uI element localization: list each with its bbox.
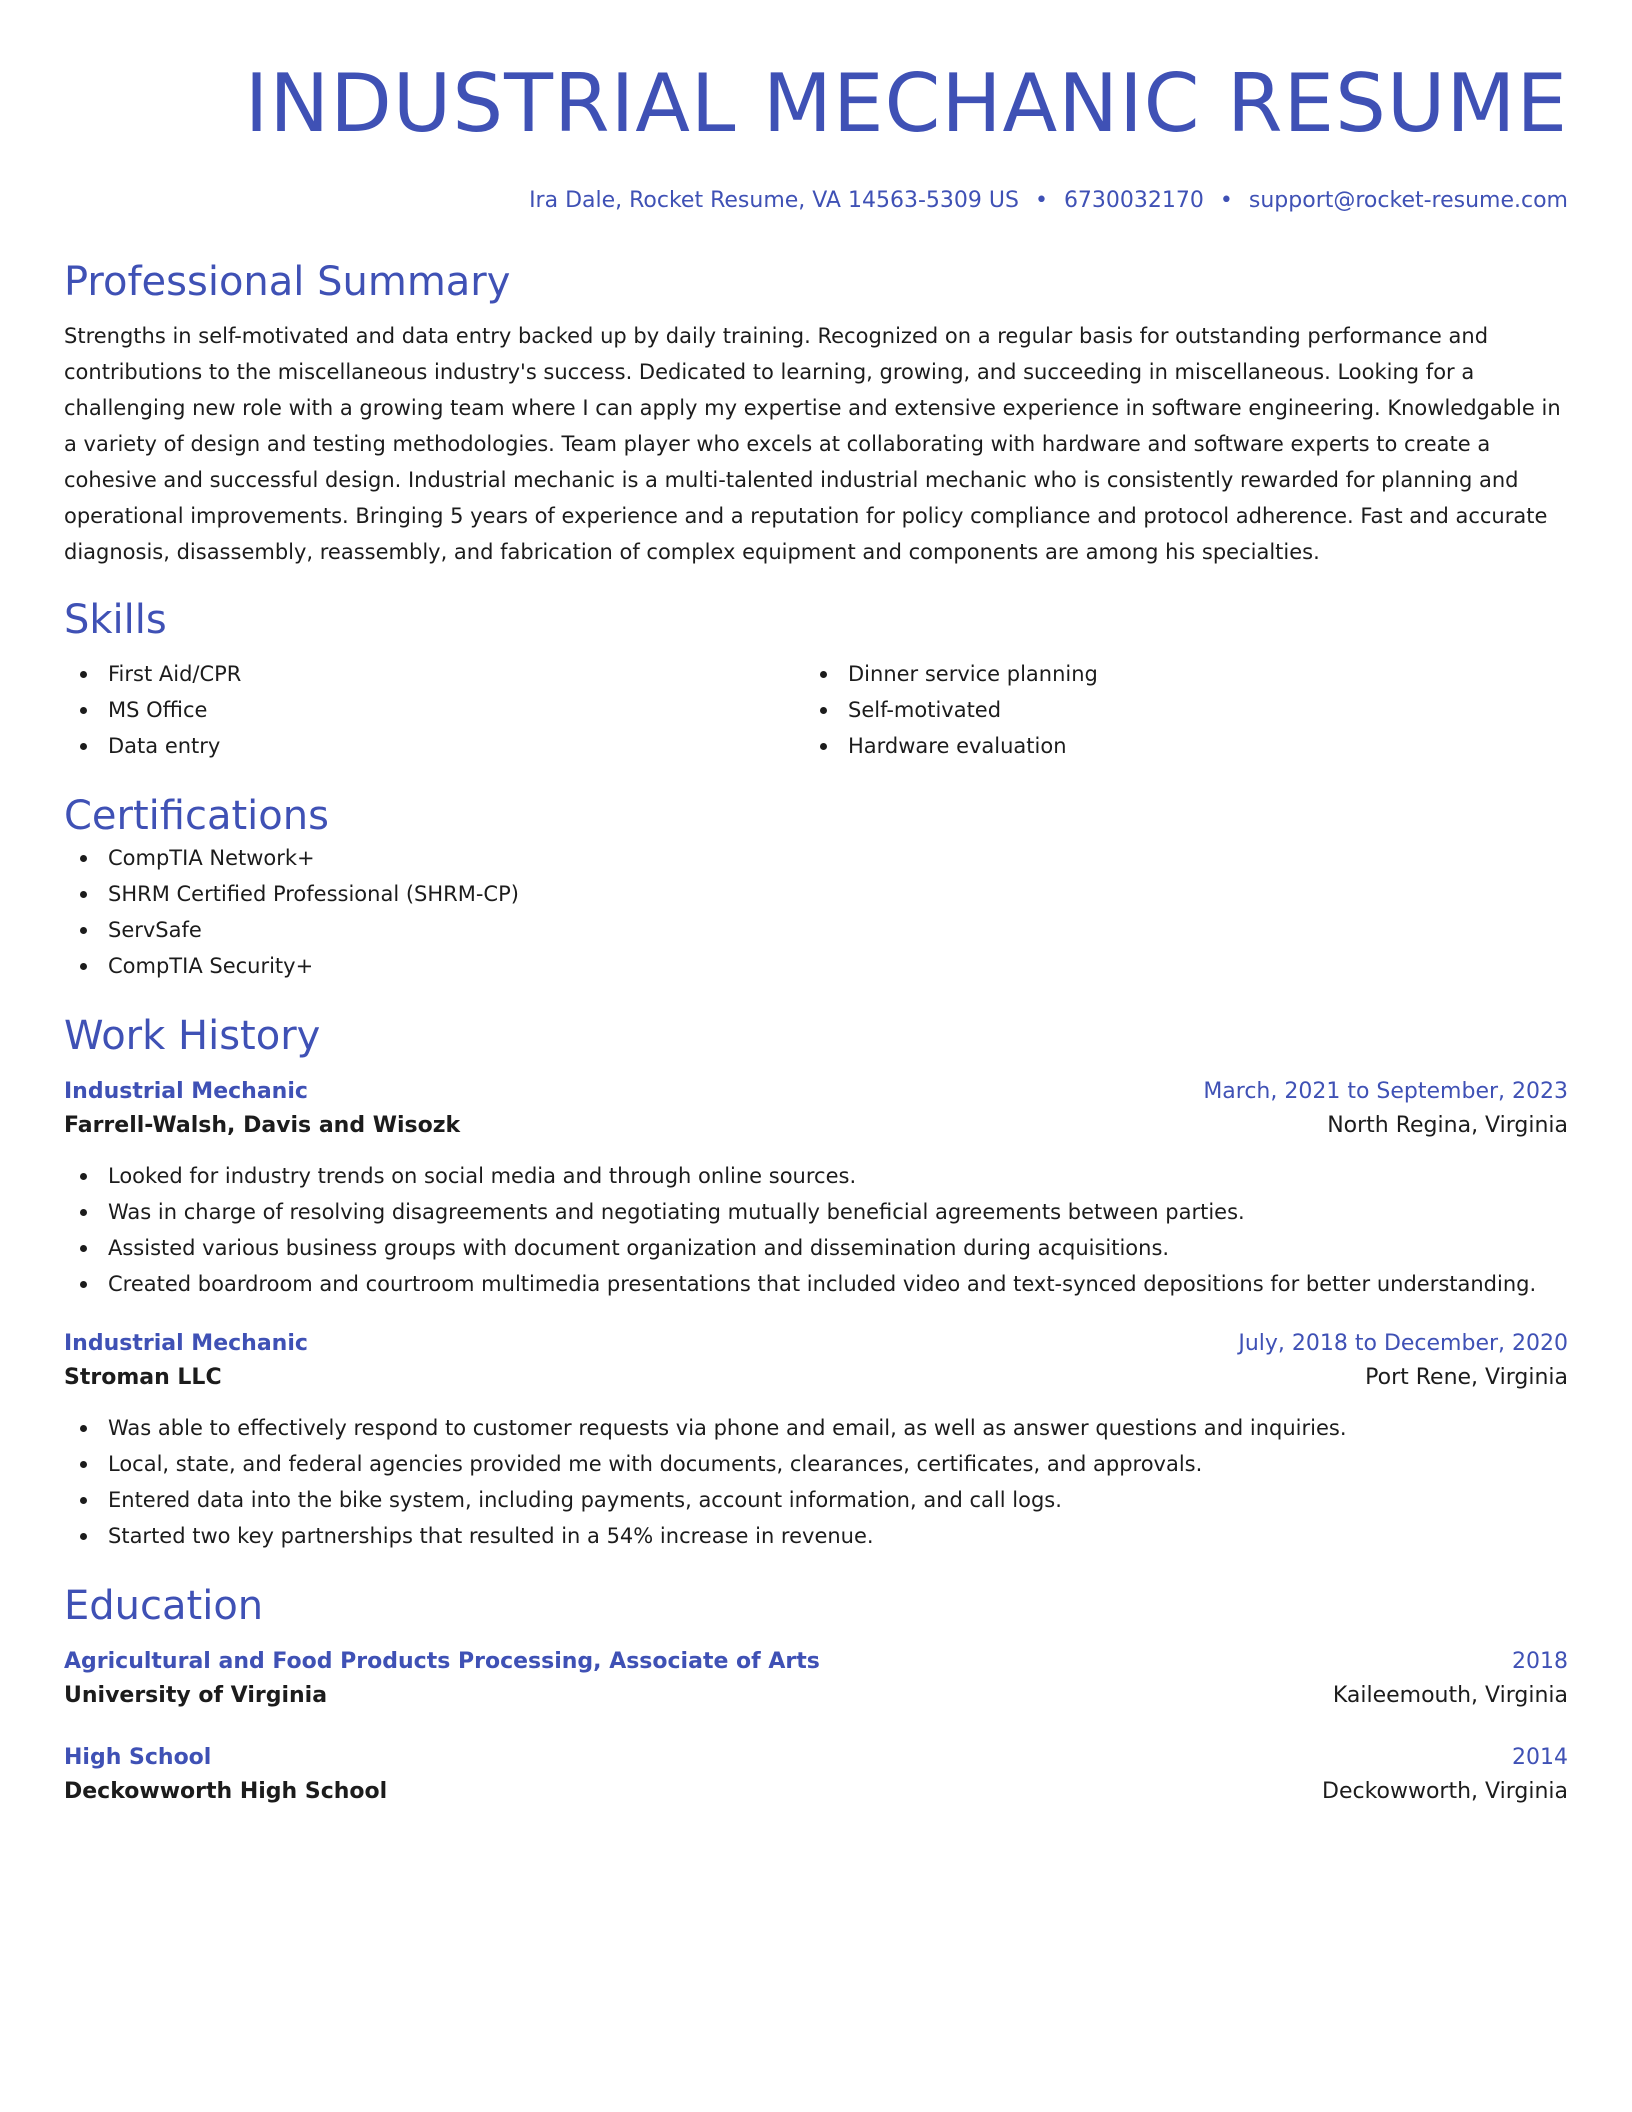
summary-text: Strengths in self-motivated and data entry backed up by daily training. Recognized on a regular basis for outstanding performance and contributions to the miscellaneous industry's success. Dedicated to learning, growing, and succeeding in miscellaneous. Looking for a challenging new role with a growing team where I can apply my expertise and extensive experience in software engineering. Knowledgable in a variety of design and testing methodologies. Team player who excels at collaborating with hardware and software experts to create a cohesive and successful design. Industrial mechanic is a multi-talented industrial mechanic who is consistently rewarded for planning and operational improvements. Bringing 5 years of experience and a reputation for policy compliance and protocol adherence. Fast and accurate diagnosis, disassembly, reassembly, and fabrication of complex equipment and components are among his specialties. (64, 324, 1561, 564)
skill-item: Dinner service planning (804, 656, 1544, 692)
skills-list-left (64, 656, 804, 764)
skill-item: Hardware evaluation (804, 728, 1544, 764)
skills-column-left (64, 656, 804, 764)
certification-item: CompTIA Network+ (64, 840, 1568, 876)
skills-grid (64, 656, 1568, 764)
skills-list-right (804, 656, 1544, 764)
job-location: North Regina, Virginia (1327, 1113, 1568, 1138)
education-location: Deckowworth, Virginia (1322, 1779, 1568, 1804)
job-location: Port Rene, Virginia (1365, 1365, 1568, 1390)
skills-column-right (804, 656, 1544, 764)
education-header-row (64, 1646, 1568, 1678)
job-header-row (64, 1076, 1568, 1108)
job-title: Industrial Mechanic (64, 1079, 308, 1104)
education-school-row (64, 1678, 1568, 1714)
certification-item: SHRM Certified Professional (SHRM-CP) (64, 876, 1568, 912)
job-entry (64, 1328, 1568, 1554)
job-bullet: Was in charge of resolving disagreements and negotiating mutually beneficial agreements between parties. (64, 1194, 1568, 1230)
certification-item: ServSafe (64, 912, 1568, 948)
resume-title: INDUSTRIAL MECHANIC RESUME (244, 57, 1568, 150)
contact-separator: • (1034, 188, 1048, 213)
job-bullets (64, 1410, 1568, 1554)
skills-heading: Skills (64, 597, 167, 643)
certifications-heading: Certifications (64, 793, 329, 839)
job-dates: March, 2021 to September, 2023 (1203, 1079, 1568, 1104)
job-bullet: Started two key partnerships that resulted in a 54% increase in revenue. (64, 1518, 1568, 1554)
job-company: Farrell-Walsh, Davis and Wisozk (64, 1113, 461, 1138)
job-bullet: Created boardroom and courtroom multimedia presentations that included video and text-synced depositions for better understanding. (64, 1266, 1568, 1302)
job-entry (64, 1076, 1568, 1302)
skill-item: MS Office (64, 692, 804, 728)
education-school-row (64, 1774, 1568, 1810)
job-bullets (64, 1158, 1568, 1302)
job-bullet: Local, state, and federal agencies provided me with documents, clearances, certificates, and approvals. (64, 1446, 1568, 1482)
job-header-row (64, 1328, 1568, 1360)
education-year: 2018 (1512, 1649, 1568, 1674)
education-year: 2014 (1512, 1745, 1568, 1770)
contact-line (64, 186, 1568, 216)
certification-item: CompTIA Security+ (64, 948, 1568, 984)
skill-item: Data entry (64, 728, 804, 764)
summary-heading: Professional Summary (64, 259, 511, 305)
contact-separator: • (1219, 188, 1233, 213)
education-location: Kaileemouth, Virginia (1332, 1683, 1568, 1708)
education-header-row (64, 1742, 1568, 1774)
education-entry (64, 1742, 1568, 1810)
skill-item: Self-motivated (804, 692, 1544, 728)
job-company: Stroman LLC (64, 1365, 222, 1390)
job-bullet: Entered data into the bike system, including payments, account information, and call logs. (64, 1482, 1568, 1518)
certifications-list (64, 840, 1568, 984)
work-history-heading: Work History (64, 1013, 321, 1059)
job-bullet: Was able to effectively respond to customer requests via phone and email, as well as answer questions and inquiries. (64, 1410, 1568, 1446)
education-school: Deckowworth High School (64, 1779, 388, 1804)
job-title: Industrial Mechanic (64, 1331, 308, 1356)
job-dates: July, 2018 to December, 2020 (1238, 1331, 1568, 1356)
skill-item: First Aid/CPR (64, 656, 804, 692)
education-degree: Agricultural and Food Products Processing, Associate of Arts (64, 1649, 820, 1674)
education-heading: Education (64, 1583, 264, 1629)
education-degree: High School (64, 1745, 212, 1770)
contact-address: Ira Dale, Rocket Resume, VA 14563-5309 US (529, 188, 1019, 213)
education-school: University of Virginia (64, 1683, 328, 1708)
job-company-row (64, 1360, 1568, 1396)
job-bullet: Looked for industry trends on social media and through online sources. (64, 1158, 1568, 1194)
job-company-row (64, 1108, 1568, 1144)
contact-phone: 6730032170 (1063, 188, 1204, 213)
job-bullet: Assisted various business groups with document organization and dissemination during acquisitions. (64, 1230, 1568, 1266)
education-entry (64, 1646, 1568, 1714)
contact-email: support@rocket-resume.com (1248, 188, 1568, 213)
